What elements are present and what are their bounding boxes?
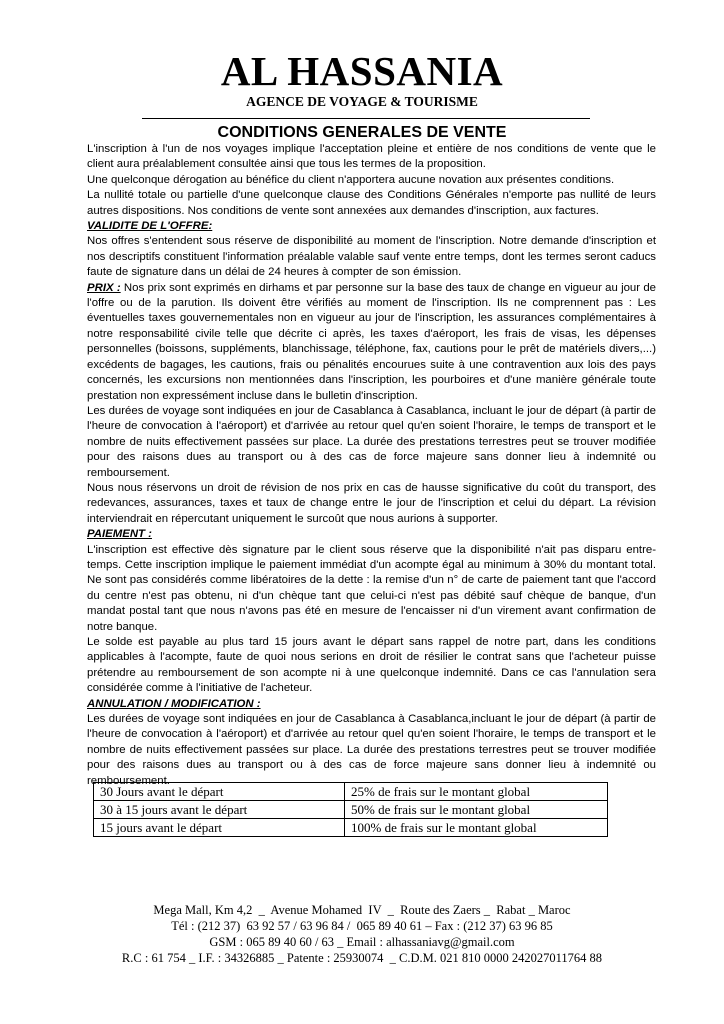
- table-row: [94, 819, 608, 837]
- document-title: CONDITIONS GENERALES DE VENTE: [217, 124, 507, 141]
- table-cell-period: 15 jours avant le départ: [94, 819, 345, 837]
- footer-gsm-email: GSM : 065 89 40 60 / 63 _ Email : alhassaniavg@gmail.com: [209, 935, 515, 949]
- paiement-heading: PAIEMENT :: [87, 528, 152, 541]
- prix-text: Nos prix sont exprimés en dirhams et par personne sur la base des taux de change en vigueur au jour de l'offre ou de la parution. Ils doivent être vérifiés au moment de l'inscription. Ils ne comprennent pas : Les éventuelles taxes gouvernementales non en vigueur au jour de l'inscription, les assurances complémentaires à notre responsabilité civile telle que décrite ci après, les taxes d'aéroport, les frais de visas, les dépenses personnelles (boissons, suppléments, blanchissage, téléphone, fax, cautions pour le prêt de matériels divers,...) excédents de bagages, les cautions, frais ou pénalités encourues suite à une contravention aux lois des pays concernés, les excursions non mentionnées dans l'inscription, les pourboires et d'une manière générale toute prestation non expressément incluse dans le bulletin d'inscription.: [87, 281, 656, 402]
- intro-paragraph-2: Une quelconque dérogation au bénéfice du client n'apportera aucune novation aux présentes conditions.: [87, 173, 615, 186]
- footer-registration: R.C : 61 754 _ I.F. : 34326885 _ Patente : 25930074 _ C.D.M. 021 810 0000 242027011764 88: [121, 951, 603, 965]
- table-row: [94, 801, 608, 819]
- conditions-body: [87, 142, 656, 789]
- paiement-paragraph-1: L'inscription est effective dès signature par le client sous réserve que la disponibilité n'ait pas disparu entre-temps. Cette inscription implique le paiement immédiat d'un acompte égal au minimum à 30% du montant total. Ne sont pas considérés comme libératoires de la dette : la remise d'un n° de carte de paiement tant que l'accord du centre n'est pas obtenu, ni d'un chèque tant que celui-ci n'est pas débité sauf chèque de banque, d'un mandat postal tant que nous n'avons pas été en mesure de l'encaisser ni d'un virement avant confirmation de notre banque.: [87, 543, 656, 633]
- header-divider: [142, 118, 590, 119]
- table-cell-period: 30 à 15 jours avant le départ: [94, 801, 345, 819]
- table-cell-fee: 50% de frais sur le montant global: [345, 801, 608, 819]
- table-cell-period: 30 Jours avant le départ: [94, 783, 345, 801]
- prix-paragraph-1: [87, 281, 656, 404]
- validite-heading: VALIDITE DE L'OFFRE:: [87, 220, 213, 233]
- cancellation-fees-table: [93, 782, 608, 837]
- prix-heading: PRIX :: [87, 281, 121, 294]
- footer-phone: Tél : (212 37) 63 92 57 / 63 96 84 / 065 89 40 61 – Fax : (212 37) 63 96 85: [171, 919, 553, 933]
- validite-paragraph: Nos offres s'entendent sous réserve de disponibilité au moment de l'inscription. Notre demande d'inscription et nos descriptifs constituent l'information préalable valable sauf vente entre temps, dont les termes seront caducs faute de signature dans un délai de 24 heures à compter de son émission.: [87, 235, 656, 279]
- prix-paragraph-3: Nous nous réservons un droit de révision de nos prix en cas de hausse significative du coût du transport, des redevances, assurances, taxes et taux de change entre le jour de l'inscription et celui du départ. La révision interviendrait en répercutant uniquement le surcoût que nous aurions à supporter.: [87, 481, 656, 525]
- table-cell-fee: 100% de frais sur le montant global: [345, 819, 608, 837]
- agency-subtitle: AGENCE DE VOYAGE & TOURISME: [246, 94, 478, 109]
- annulation-paragraph: Les durées de voyage sont indiquées en jour de Casablanca à Casablanca,incluant le jour de départ (à partir de l'heure de convocation à l'aéroport) et d'arrivée au retour quel qu'en soient l'horaire, le temps de transport et le nombre de nuits effectivement passées sur place. La durée des prestations terrestres peut se trouver modifiée pour des raisons dues au transport ou à des cas de force majeure sans donner lieu à indemnité ou remboursement.: [87, 713, 656, 787]
- annulation-heading: ANNULATION / MODIFICATION :: [87, 697, 261, 710]
- intro-paragraph-1: L'inscription à l'un de nos voyages implique l'acceptation pleine et entière de nos conditions de vente que le client aura préalablement consultée ainsi que tous les termes de la proposition.: [87, 143, 656, 171]
- prix-paragraph-2: Les durées de voyage sont indiquées en jour de Casablanca à Casablanca, incluant le jour de départ (à partir de l'heure de convocation à l'aéroport) et d'arrivée au retour quel qu'en soient l'horaire, le temps de transport et le nombre de nuits effectivement passées sur place. La durée des prestations terrestres peut se trouver modifiée pour des raisons dues au transport ou à des cas de force majeure sans donner lieu à indemnité ou remboursement.: [87, 404, 656, 479]
- paiement-paragraph-2: Le solde est payable au plus tard 15 jours avant le départ sans rappel de notre part, dans les conditions applicables à l'acompte, faute de quoi nous serions en droit de résilier le contrat sans que l'acheteur puisse prétendre au remboursement de son acompte ni à une quelconque indemnité. Dans ce cas l'annulation sera considérée comme à l'initiative de l'acheteur.: [87, 636, 656, 695]
- footer-address: Mega Mall, Km 4,2 _ Avenue Mohamed IV _ Route des Zaers _ Rabat _ Maroc: [153, 903, 571, 917]
- agency-name: AL HASSANIA: [220, 48, 504, 94]
- table-row: [94, 783, 608, 801]
- intro-paragraph-3: La nullité totale ou partielle d'une quelconque clause des Conditions Générales n'emporte pas nullité de leurs autres dispositions. Nos conditions de vente sont annexées aux demandes d'inscription, aux factures.: [87, 189, 656, 217]
- table-cell-fee: 25% de frais sur le montant global: [345, 783, 608, 801]
- contact-footer: [0, 902, 724, 966]
